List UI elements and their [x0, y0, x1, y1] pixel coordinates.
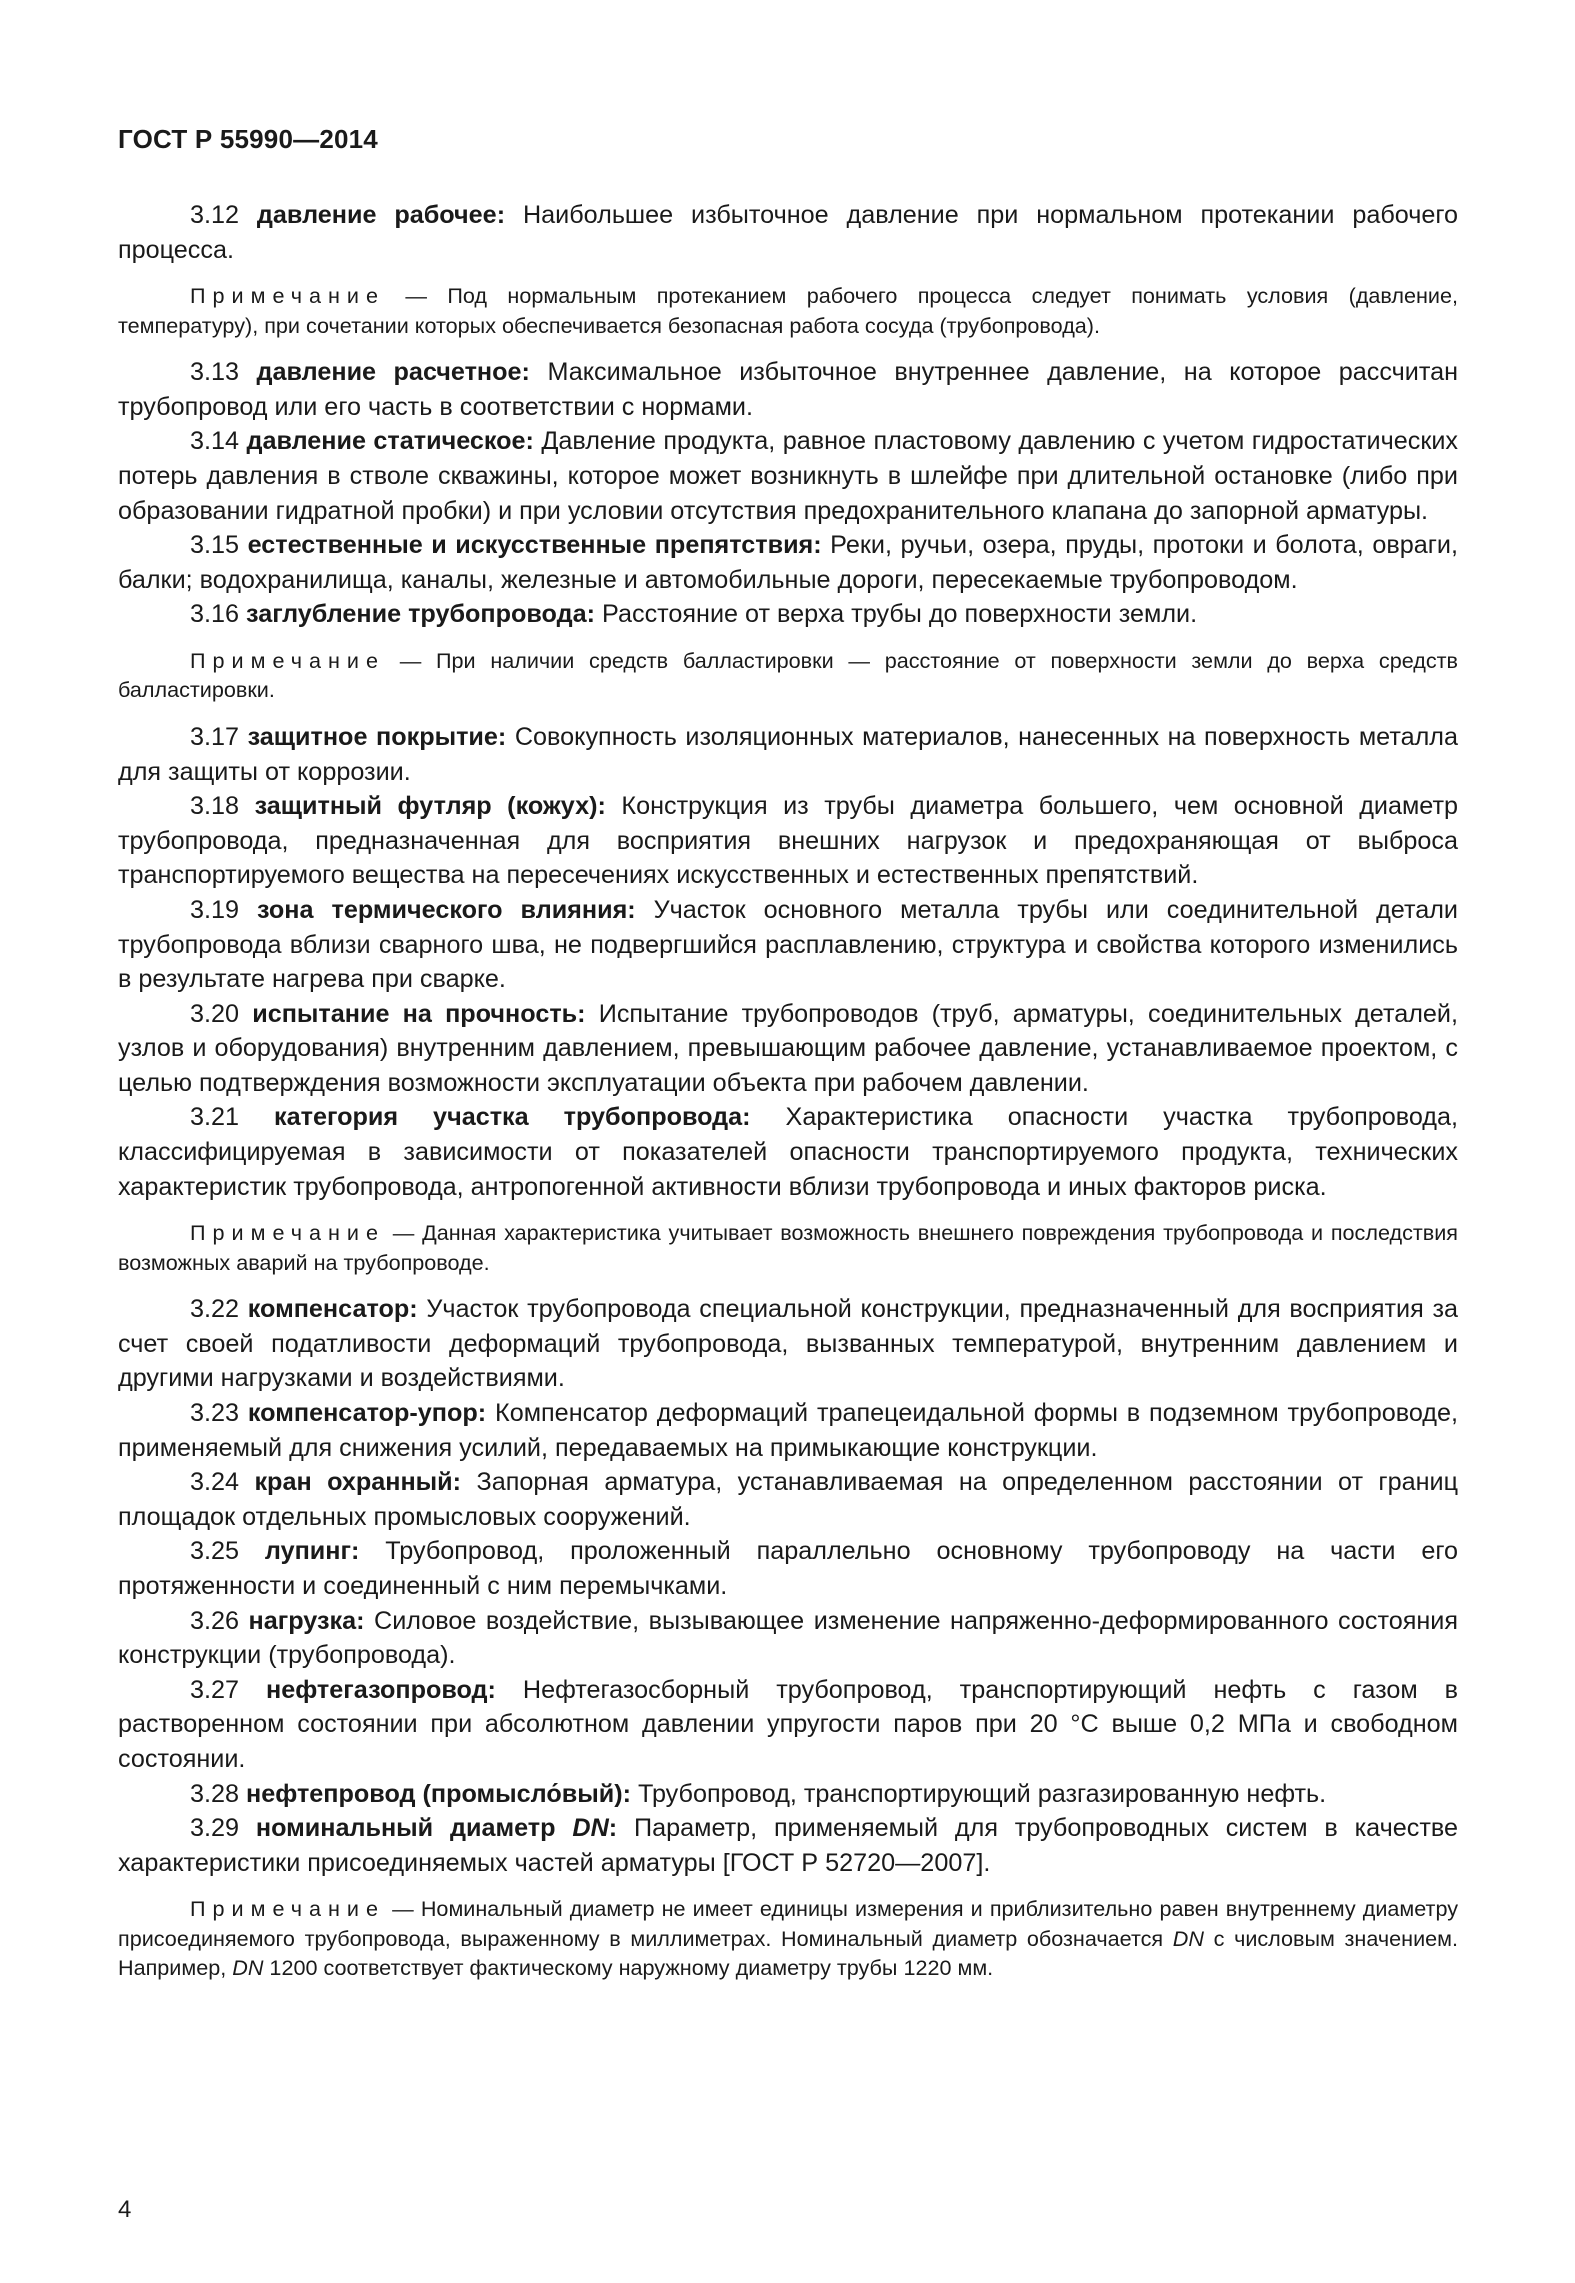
page-number: 4: [118, 2196, 132, 2223]
term-name: защитный футляр (кожух):: [254, 792, 606, 821]
term-name: испытание на прочность:: [252, 999, 586, 1028]
note-text: — При наличии средств балластировки — расстояние от поверхности земли до верха средств балластировки.: [118, 647, 1458, 703]
term-name: давление рабочее:: [256, 201, 506, 229]
note-symbol: DN: [232, 1955, 264, 1981]
document-body: [118, 198, 1458, 1998]
note-label: Примечание: [190, 1220, 385, 1246]
term-text: Конструкция из трубы диаметра большего, чем основной диаметр трубопровода, предназначенная для восприятия внешних нагрузок и предохраняющая от выброса транспортируемого вещества на пересечениях искусственных и естественных препятствий.: [118, 792, 1459, 890]
term-number: 3.28: [190, 1779, 240, 1808]
term-name: лупинг:: [264, 1537, 360, 1566]
term-definition: [118, 1396, 1458, 1465]
term-text: Силовое воздействие, вызывающее изменение напряженно-деформированного состояния конструкции (трубопровода).: [118, 1606, 1458, 1670]
term-number: 3.17: [190, 722, 240, 751]
term-number: 3.15: [190, 531, 240, 560]
term-number: 3.27: [190, 1675, 240, 1704]
term-definition: [118, 893, 1458, 997]
term-text: Характеристика опасности участка трубопровода, классифицируемая в зависимости от показателей опасности транспортируемого продукта, технических характеристик трубопровода, антропогенной активности вблизи трубопровода и иных факторов риска.: [118, 1103, 1459, 1201]
note: [118, 646, 1458, 705]
term-number: 3.16: [190, 600, 240, 629]
term-number: 3.20: [190, 999, 240, 1028]
term-name: компенсатор:: [247, 1295, 418, 1324]
term-definition: [118, 997, 1458, 1101]
note-label: Примечание: [190, 647, 385, 673]
term-text: Участок основного металла трубы или соединительной детали трубопровода вблизи сварного шва, не подвергшийся расплавлению, структура и свойства которого изменились в результате нагрева при сварке.: [118, 895, 1458, 994]
term-symbol: DN: [572, 1814, 609, 1843]
term-definition: [118, 597, 1458, 632]
term-text: Запорная арматура, устанавливаемая на определенном расстоянии от границ площадок отдельных промысловых сооружений.: [118, 1468, 1459, 1531]
term-name: давление расчетное:: [256, 358, 530, 387]
note-text: с числовым значением. Например,: [118, 1925, 1458, 1981]
term-definition: [118, 355, 1458, 424]
note: [118, 281, 1458, 340]
note-text: — Номинальный диаметр не имеет единицы измерения и приблизительно равен внутреннему диаметру присоединяемого трубопровода, выраженному в миллиметрах. Номинальный диаметр обозначается: [118, 1896, 1459, 1951]
note-text: — Под нормальным протеканием рабочего процесса следует понимать условия (давление, температуру), при сочетании которых обеспечивается безопасная работа сосуда (трубопровода).: [118, 283, 1459, 338]
term-text: Участок трубопровода специальной конструкции, предназначенный для восприятия за счет своей податливости деформаций трубопровода, вызванных температурой, внутренним давлением и другими нагрузками и воздействиями.: [118, 1295, 1459, 1393]
term-text: Расстояние от верха трубы до поверхности земли.: [602, 600, 1198, 629]
term-text: Максимальное избыточное внутреннее давление, на которое рассчитан трубопровод или его часть в соответствии с нормами.: [118, 358, 1459, 421]
term-definition: [118, 528, 1458, 597]
note: [118, 1894, 1458, 1983]
term-text: Совокупность изоляционных материалов, нанесенных на поверхность металла для защиты от коррозии.: [118, 722, 1458, 786]
term-definition: [118, 1465, 1458, 1534]
term-number: 3.21: [190, 1103, 240, 1132]
term-number: 3.13: [190, 358, 240, 387]
term-definition: [118, 1100, 1458, 1204]
note-text: 1200 соответствует фактическому наружному диаметру трубы 1220 мм.: [263, 1955, 994, 1981]
term-definition: [118, 789, 1458, 893]
term-definition: [118, 198, 1458, 267]
document-header: ГОСТ Р 55990—2014: [118, 124, 378, 154]
term-text: Давление продукта, равное пластовому давлению с учетом гидростатических потерь давления в стволе скважины, которое может возникнуть в шлейфе при длительной остановке (либо при образовании гидратной пробки) и при условии отсутствия предохранительного клапана до запорной арматуры.: [118, 427, 1459, 525]
term-number: 3.19: [190, 895, 240, 924]
term-name: нефтепровод (промысло́вый):: [246, 1779, 631, 1808]
note-symbol: DN: [1172, 1925, 1204, 1951]
term-number: 3.23: [190, 1399, 240, 1428]
term-name: категория участка трубопровода:: [274, 1103, 751, 1132]
term-number: 3.18: [190, 792, 240, 821]
term-number: 3.29: [190, 1814, 240, 1843]
term-number: 3.14: [190, 427, 240, 456]
term-text: Трубопровод, транспортирующий разгазированную нефть.: [637, 1779, 1327, 1808]
term-number: 3.24: [190, 1468, 240, 1497]
term-name: защитное покрытие:: [247, 722, 507, 751]
term-name: давление статическое:: [246, 427, 534, 456]
term-name: номинальный диаметр: [255, 1814, 556, 1843]
term-definition: [118, 1673, 1458, 1777]
note-text: — Данная характеристика учитывает возможность внешнего повреждения трубопровода и последствия возможных аварий на трубопроводе.: [118, 1220, 1458, 1275]
note-label: Примечание: [190, 283, 385, 309]
term-text: Испытание трубопроводов (труб, арматуры, соединительных деталей, узлов и оборудования) внутренним давлением, превышающим рабочее давление, устанавливаемое проектом, с целью подтверждения возможности эксплуатации объекта при рабочем давлении.: [118, 999, 1458, 1097]
note-label: Примечание: [190, 1896, 385, 1922]
term-name: зона термического влияния:: [257, 895, 636, 924]
term-definition: [118, 1534, 1458, 1603]
term-text: Наибольшее избыточное давление при нормальном протекании рабочего процесса.: [118, 201, 1458, 264]
term-definition: [118, 720, 1458, 789]
term-name: нагрузка:: [248, 1606, 365, 1635]
term-colon: :: [608, 1814, 618, 1843]
term-definition: [118, 1292, 1458, 1396]
term-definition: [118, 1604, 1458, 1673]
term-number: 3.12: [190, 201, 240, 229]
term-name: заглубление трубопровода:: [246, 600, 595, 629]
term-number: 3.25: [190, 1537, 240, 1566]
term-name: кран охранный:: [254, 1468, 462, 1497]
term-number: 3.26: [190, 1606, 240, 1635]
term-text: Нефтегазосборный трубопровод, транспортирующий нефть с газом в растворенном состоянии при абсолютном давлении упругости паров при 20 °С выше 0,2 МПа и свободном состоянии.: [118, 1675, 1459, 1773]
term-text: Компенсатор деформаций трапецеидальной формы в подземном трубопроводе, применяемый для снижения усилий, передаваемых на примыкающие конструкции.: [118, 1399, 1459, 1462]
term-number: 3.22: [190, 1295, 240, 1324]
term-definition: [118, 1777, 1458, 1812]
term-definition: [118, 1811, 1458, 1880]
term-name: компенсатор-упор:: [247, 1399, 487, 1428]
term-text: Реки, ручьи, озера, пруды, протоки и болота, овраги, балки; водохранилища, каналы, железные и автомобильные дороги, пересекаемые трубопроводом.: [118, 531, 1458, 594]
term-name: нефтегазопровод:: [266, 1675, 496, 1704]
note: [118, 1218, 1458, 1277]
term-text: Параметр, применяемый для трубопроводных систем в качестве характеристики присоединяемых частей арматуры [ГОСТ Р 52720—2007].: [118, 1814, 1459, 1877]
term-definition: [118, 424, 1458, 528]
term-name: естественные и искусственные препятствия:: [247, 531, 822, 560]
term-text: Трубопровод, проложенный параллельно основному трубопроводу на части его протяженности и соединенный с ним перемычками.: [118, 1537, 1458, 1600]
